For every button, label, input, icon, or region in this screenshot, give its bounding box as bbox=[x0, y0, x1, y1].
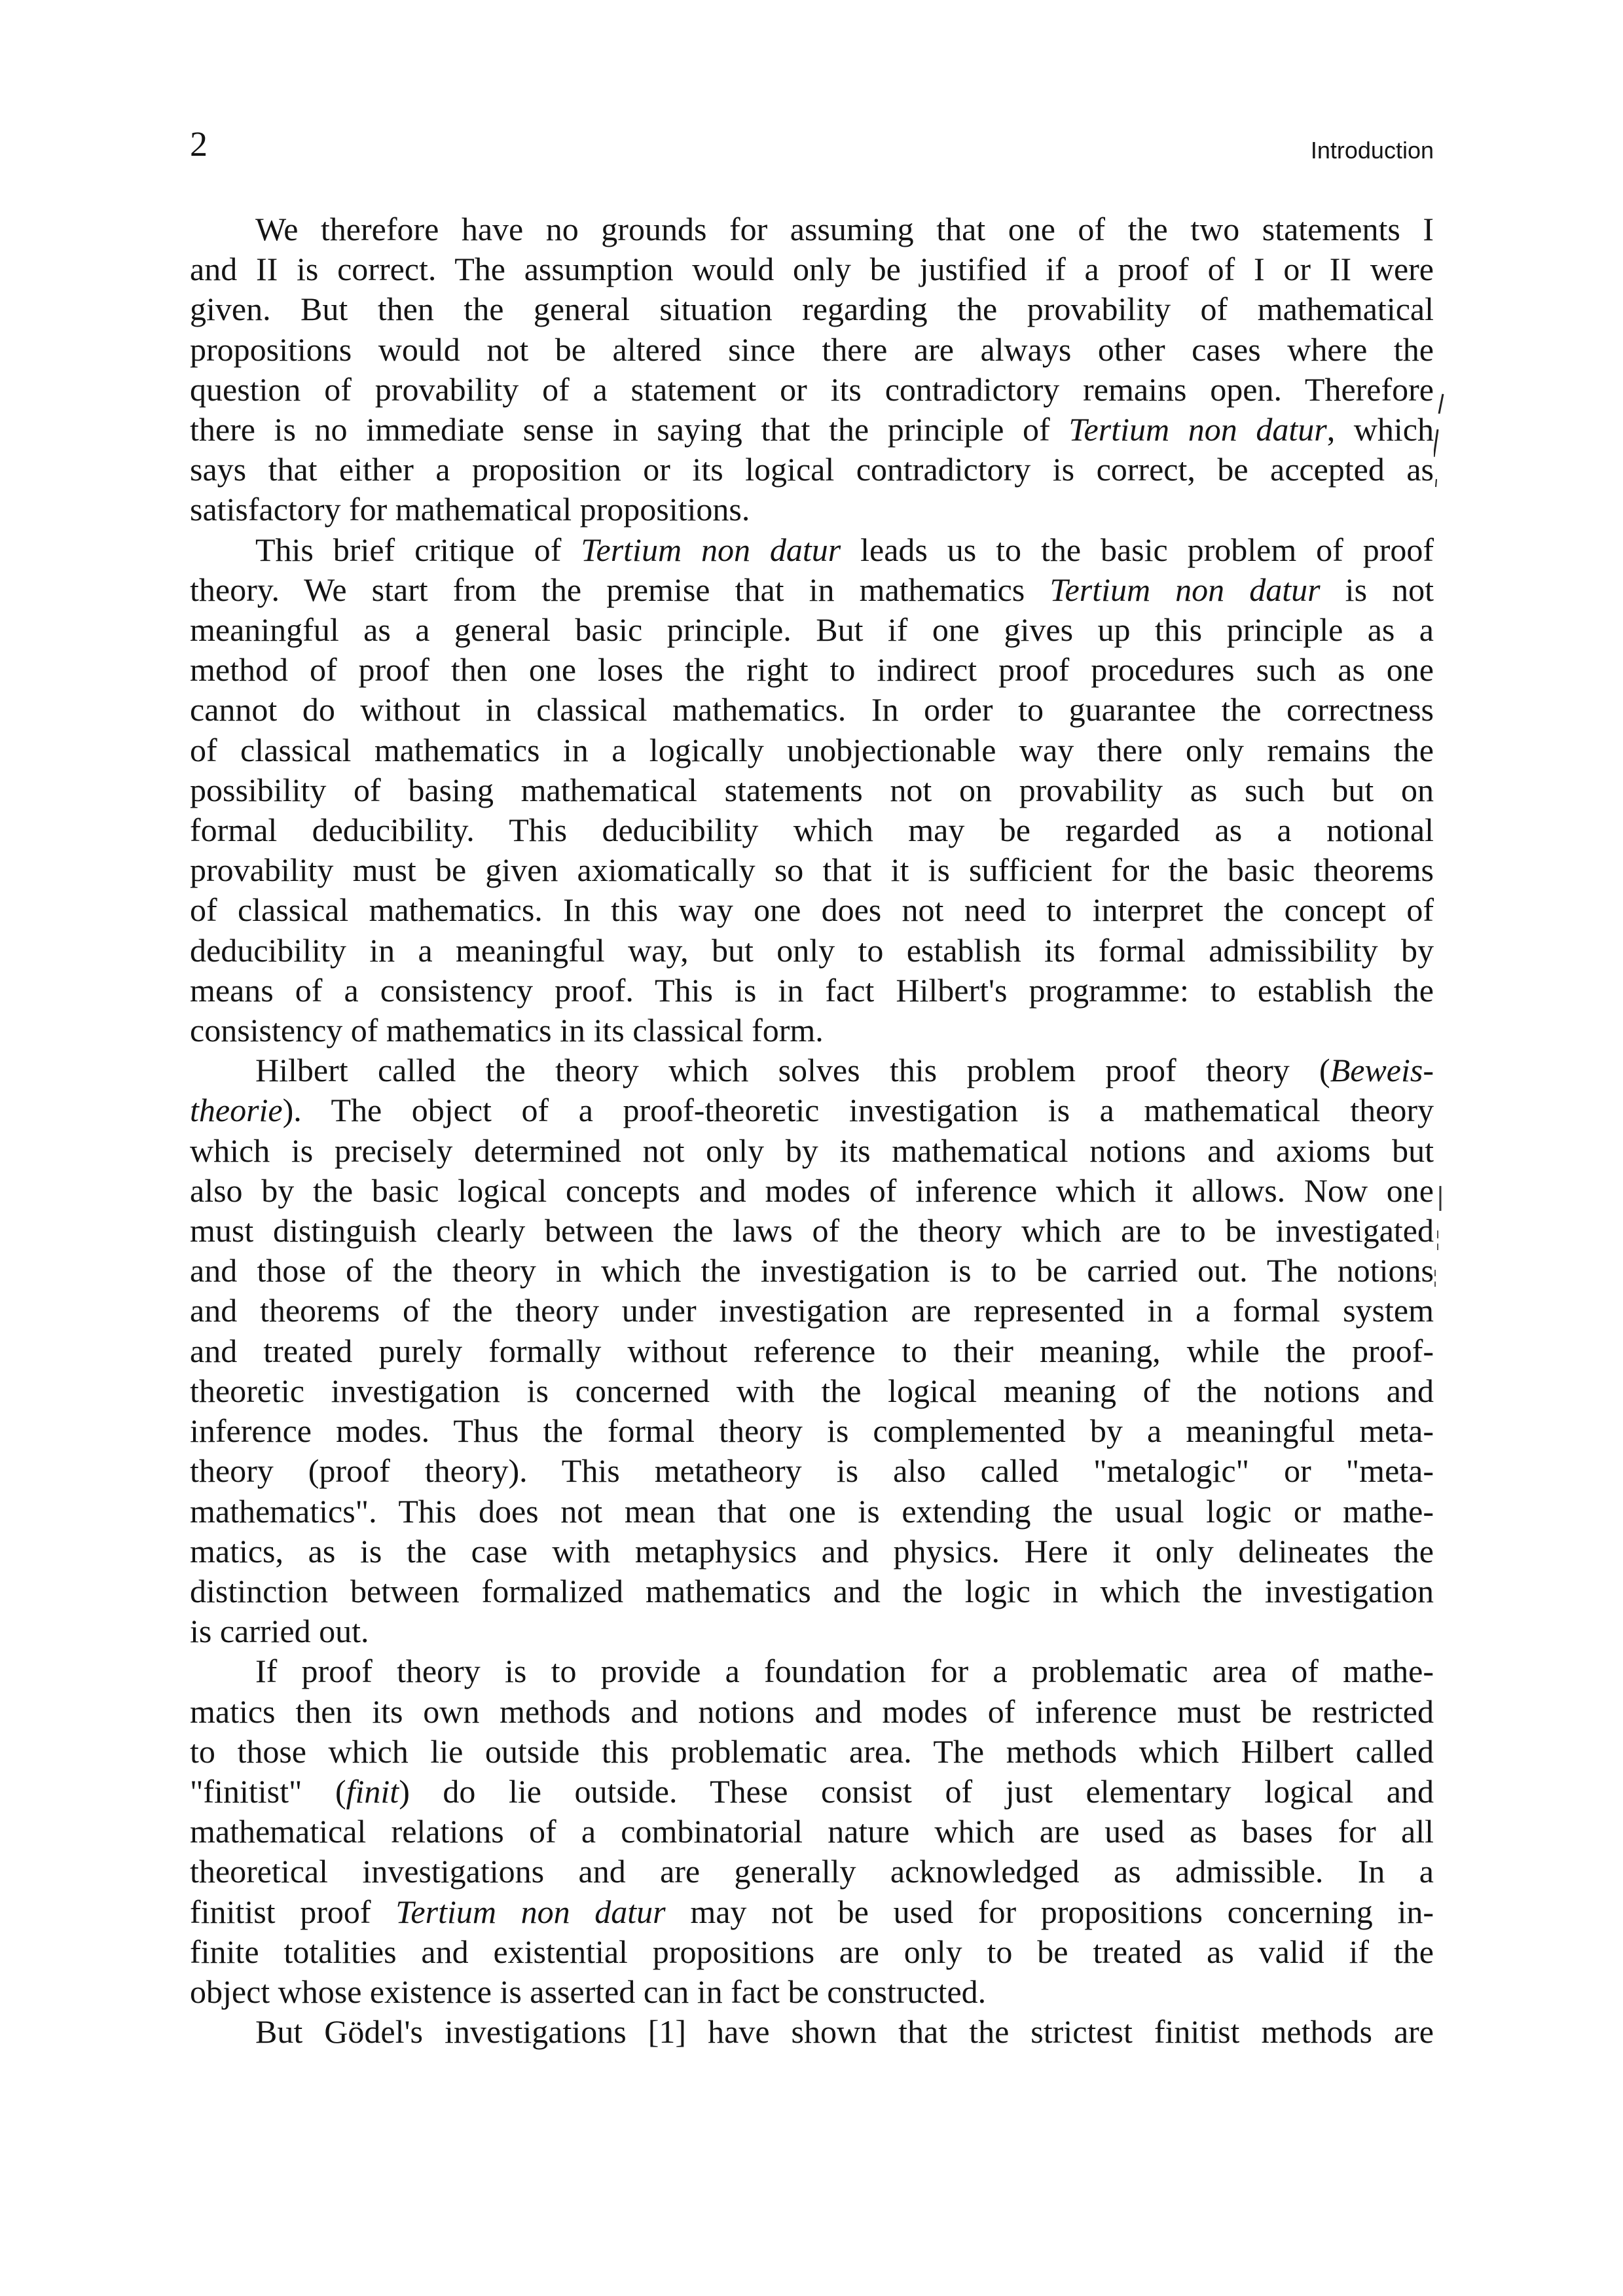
text-line: matics, as is the case with metaphysics and physics. Here it only delineates the bbox=[190, 1532, 1434, 1570]
text-line: This brief critique of Tertium non datur leads us to the basic problem of proof bbox=[255, 531, 1434, 568]
text-line: propositions would not be altered since there are always other cases where the bbox=[190, 331, 1434, 368]
text-line: possibility of basing mathematical statements not on provability as such but on bbox=[190, 771, 1434, 808]
page-number: 2 bbox=[190, 124, 208, 164]
text-line: and those of the theory in which the investigation is to be carried out. The notions bbox=[190, 1252, 1434, 1289]
text-line: theory. We start from the premise that in mathematics Tertium non datur is not bbox=[190, 571, 1434, 608]
text-line: which is precisely determined not only by its mathematical notions and axioms but bbox=[190, 1132, 1434, 1169]
text-line: finitist proof Tertium non datur may not be used for propositions concerning in- bbox=[190, 1893, 1434, 1930]
text-line: to those which lie outside this problematic area. The methods which Hilbert called bbox=[190, 1732, 1434, 1770]
text-line: consistency of mathematics in its classical form. bbox=[190, 1012, 824, 1049]
text-line: formal deducibility. This deducibility which may be regarded as a notional bbox=[190, 812, 1434, 849]
text-line: also by the basic logical concepts and modes of inference which it allows. Now one bbox=[190, 1172, 1434, 1209]
text-line: cannot do without in classical mathematics. In order to guarantee the correctness bbox=[190, 691, 1434, 728]
text-line: "finitist" (finit) do lie outside. These consist of just elementary logical and bbox=[190, 1772, 1434, 1810]
text-line: matics then its own methods and notions and modes of inference must be restricted bbox=[190, 1693, 1434, 1730]
running-head: Introduction bbox=[1310, 137, 1434, 164]
text-line: question of provability of a statement or its contradictory remains open. Therefore bbox=[190, 370, 1434, 408]
text-line: and II is correct. The assumption would only be justified if a proof of I or II were bbox=[190, 251, 1434, 288]
text-line: inference modes. Thus the formal theory is complemented by a meaningful meta- bbox=[190, 1412, 1434, 1450]
paragraph-5 bbox=[190, 2012, 1434, 2052]
paragraph-4 bbox=[190, 1651, 1434, 2012]
text-line: mathematical relations of a combinatorial nature which are used as bases for all bbox=[190, 1813, 1434, 1850]
text-line: theoretic investigation is concerned with the logical meaning of the notions and bbox=[190, 1372, 1434, 1409]
text-line: of classical mathematics in a logically unobjectionable way there only remains the bbox=[190, 731, 1434, 768]
text-line: But Gödel's investigations [1] have shown that the strictest finitist methods are bbox=[255, 2013, 1434, 2051]
text-line: method of proof then one loses the right to indirect proof procedures such as one bbox=[190, 651, 1434, 689]
text-line: given. But then the general situation regarding the provability of mathematical bbox=[190, 291, 1434, 328]
text-line: finite totalities and existential propositions are only to be treated as valid if the bbox=[190, 1933, 1434, 1970]
paragraph-2 bbox=[190, 530, 1434, 1051]
paragraph-3 bbox=[190, 1050, 1434, 1651]
text-line: theory (proof theory). This metatheory is also called "metalogic" or "meta- bbox=[190, 1452, 1434, 1490]
text-line: theorie). The object of a proof-theoretic investigation is a mathematical theory bbox=[190, 1092, 1434, 1129]
text-line: of classical mathematics. In this way one does not need to interpret the concept of bbox=[190, 891, 1434, 929]
text-line: is carried out. bbox=[190, 1613, 369, 1650]
text-line: satisfactory for mathematical propositions. bbox=[190, 491, 750, 528]
text-line: provability must be given axiomatically so that it is sufficient for the basic theorems bbox=[190, 852, 1434, 889]
text-line: deducibility in a meaningful way, but only to establish its formal admissibility by bbox=[190, 931, 1434, 969]
text-line: there is no immediate sense in saying that the principle of Tertium non datur, which bbox=[190, 411, 1434, 448]
margin-pen-marks bbox=[1434, 209, 1473, 2173]
margin-marks bbox=[1434, 209, 1473, 2173]
text-line: and treated purely formally without reference to their meaning, while the proof- bbox=[190, 1332, 1434, 1369]
page-header bbox=[190, 124, 1434, 170]
paragraph-1 bbox=[190, 209, 1434, 530]
text-line: distinction between formalized mathematics and the logic in which the investigation bbox=[190, 1572, 1434, 1609]
text-line: and theorems of the theory under investigation are represented in a formal system bbox=[190, 1292, 1434, 1329]
text-line: mathematics". This does not mean that one is extending the usual logic or mathe- bbox=[190, 1492, 1434, 1530]
text-line: says that either a proposition or its logical contradictory is correct, be accepted as bbox=[190, 451, 1434, 488]
body-text bbox=[190, 209, 1434, 2052]
text-line: Hilbert called the theory which solves this problem proof theory (Beweis- bbox=[255, 1052, 1434, 1089]
text-line: We therefore have no grounds for assuming that one of the two statements I bbox=[255, 211, 1434, 247]
text-line: If proof theory is to provide a foundation for a problematic area of mathe- bbox=[255, 1653, 1434, 1690]
text-line: means of a consistency proof. This is in fact Hilbert's programme: to establish the bbox=[190, 971, 1434, 1009]
text-line: must distinguish clearly between the laws of the theory which are to be investigated bbox=[190, 1212, 1434, 1249]
text-line: object whose existence is asserted can in fact be constructed. bbox=[190, 1973, 987, 2010]
text-line: theoretical investigations and are generally acknowledged as admissible. In a bbox=[190, 1853, 1434, 1890]
text-line: meaningful as a general basic principle. But if one gives up this principle as a bbox=[190, 611, 1434, 649]
